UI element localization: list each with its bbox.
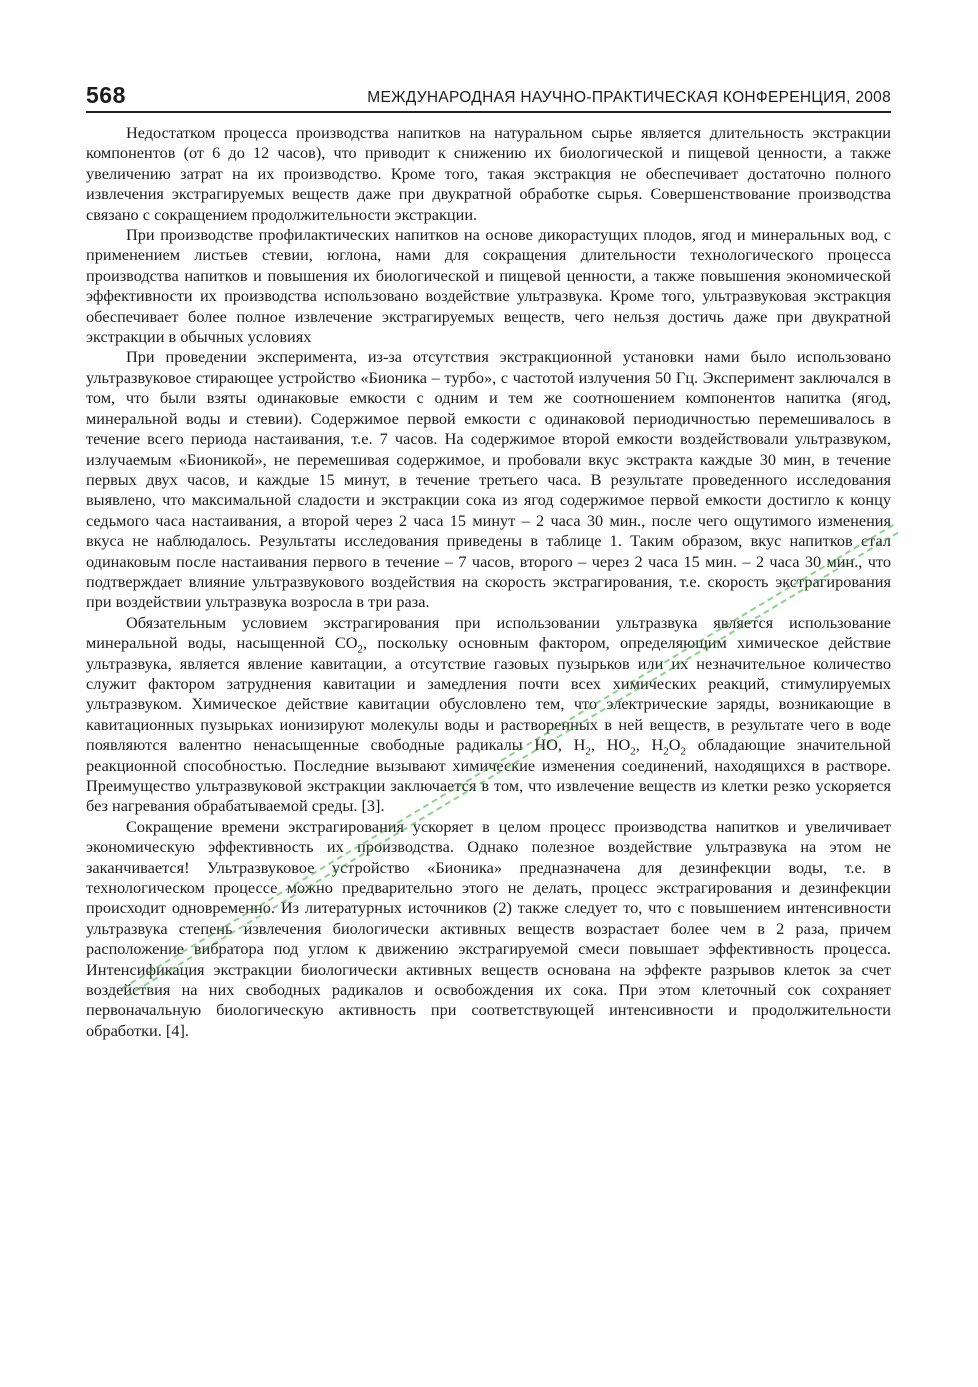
subscript: 2 [663,745,669,758]
paragraph-extraction-drawbacks: Недостатком процесса производства напитков на натуральном сырье является длительность экстракции компонентов (от 6 до 12 часов), что приводит к снижению их биологической и пищевой ценности, а также увеличению затрат на их производство. Кроме того, такая экстракция не обеспечивает достаточно полного извлечения экстрагируемых веществ даже при двукратной обработке сырья. Совершенствование производства связано с сокращением продолжительности экстракции. [86,123,891,224]
paragraph-economic-effect: Сокращение времени экстрагирования ускоряет в целом процесс производства напитков и увеличивает экономическую эффективность их производства. Однако полезное воздействие ультразвука на этом не заканчивается! Ультразвуковое устройство «Бионика» предназначена для дезинфекции воды, т.е. в технологическом процессе можно предварительно этого не делать, процесс экстрагирования и дезинфекции происходит одновременно. Из литературных источников (2) также следует то, что с повышением интенсивности ультразвука степень извлечения биологически активных веществ возрастает более чем в 2 раза, причем расположение вибратора под углом к движению экстрагируемой смеси повышает эффективность процесса. Интенсификация экстракции биологически активных веществ основана на эффекте разрывов клеток за счет воздействия на них свободных радикалов и освобождения их сока. При этом клеточный сок сохраняет первоначальную биологическую активность при соответствующей интенсивности и продолжительности обработки. [4]. [86,816,891,1040]
paragraph-text-segment: , Н [635,735,664,755]
article-body [86,123,891,1041]
subscript: 2 [680,745,687,758]
subscript: 2 [357,643,364,656]
paragraph-cavitation [86,613,891,817]
paragraph-experiment: При проведении эксперимента, из-за отсутствия экстракционной установки нами было использовано ультразвуковое стирающее устройство «Бионика – турбо», с частотой излучения 50 Гц. Эксперимент заключался в том, что были взяты одинаковые емкости с одним и тем же соотношением компонентов напитка (ягод, минеральной воды и стевии). Содержимое первой емкости с одинаковой периодичностью перемешивалось в течение всего периода настаивания, т.е. 7 часов. На содержимое второй емкости воздействовали ультразвуком, излучаемым «Бионикой», не перемешивая содержимое, и пробовали вкус экстракта каждые 30 мин, в течение первых двух часов, и каждые 15 минут, в течение третьего часа. В результате проведенного исследования выявлено, что максимальной сладости и экстракции сока из ягод содержимое первой емкости достигло к концу седьмого часа настаивания, а второй через 2 часа 15 минут – 2 часа 30 мин., после чего ощутимого изменения вкуса не наблюдалось. Результаты исследования приведены в таблице 1. Таким образом, вкус напитков стал одинаковым после настаивания первого в течение – 7 часов, второго – через 2 часа 15 мин. – 2 часа 30 мин., что подтверждает влияние ультразвукового воздействия на скорость экстрагирования, т.е. скорость экстрагирования при воздействии ультразвука возросла в три раза. [86,347,891,612]
subscript: 2 [585,745,591,758]
paragraph-text-segment: Обязательным условием экстрагирования при использовании ультразвука является использование минеральной воды, насыщенной СО [86,612,891,653]
page-number: 568 [86,82,126,108]
paragraph-text-segment: обладающие значительной реакционной способностью. Последние вызывают химические изменения соединений, находящихся в растворе. Преимущество ультразвуковой экстракции заключается в том, что извлечение веществ из клетки резко ускоряется без нагревания обрабатываемой среды. [3]. [86,735,892,816]
paragraph-text-segment: О [668,735,681,755]
paragraph-text-segment: , НО [590,735,631,755]
subscript: 2 [630,745,636,758]
paragraph-text-segment: , поскольку основным фактором, определяющим химическое действие ультразвука, является явление кавитации, а отсутствие газовых пузырьков или их незначительное количество служит фактором затруднения кавитации и замедления почти всех химических реакций, стимулируемых ультразвуком. Химическое действие кавитации обусловлено тем, что электрические заряды, возникающие в кавитационных пузырьках ионизируют молекулы воды и растворенных в ней веществ, в результате чего в воде появляются валентно ненасыщенные свободные радикалы НО, Н [86,633,891,755]
paragraph-ultrasound-application: При производстве профилактических напитков на основе дикорастущих плодов, ягод и минеральных вод, с применением листьев стевии, юглона, нами для сокращения длительности технологического процесса производства напитков и повышения их биологической и пищевой ценности, а также повышения экономической эффективности их производства использовано воздействие ультразвука. Кроме того, ультразвуковая экстракция обеспечивает более полное извлечение экстрагируемых веществ, чего нельзя достичь даже при двукратной экстракции в обычных условиях [86,225,891,347]
journal-title: МЕЖДУНАРОДНАЯ НАУЧНО-ПРАКТИЧЕСКАЯ КОНФЕРЕНЦИЯ, 2008 [367,89,891,106]
running-header [86,82,891,113]
document-page [86,82,891,1041]
